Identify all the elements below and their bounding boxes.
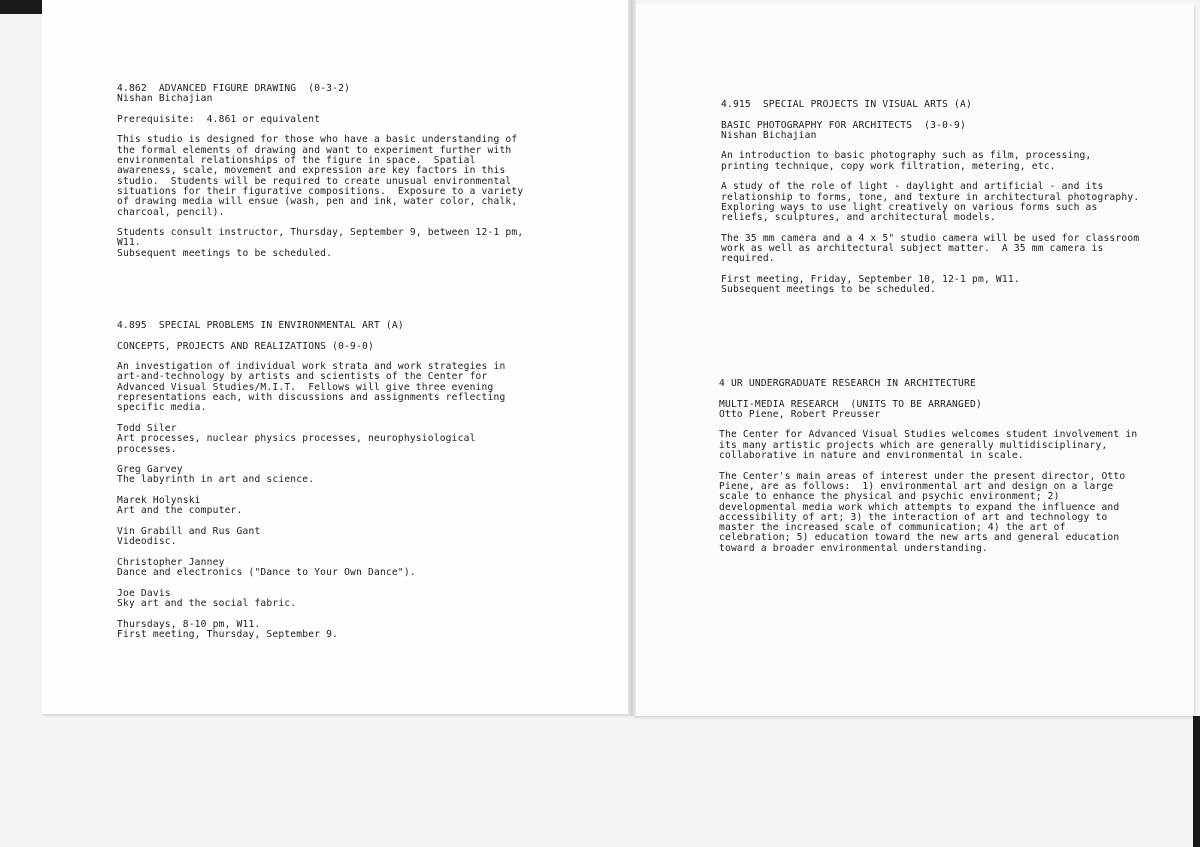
course-4862: [117, 84, 597, 269]
presenter-name: Christopher Janney: [117, 556, 225, 568]
course-heading: 4.895 SPECIAL PROBLEMS IN ENVIRONMENTAL ART (A): [117, 320, 404, 331]
scan-edge-bottom-right: [1193, 716, 1200, 847]
course-instructor: Nishan Bichajian: [117, 93, 213, 105]
course-4895: [117, 321, 597, 651]
presenter-name: Greg Garvey: [117, 464, 183, 476]
course-paragraph-1: The Center for Advanced Visual Studies welcomes student involvement in its many artistic projects which are generally multidisciplinary, collaborative in nature and environmental in scale.: [719, 429, 1138, 462]
course-subsequent: Subsequent meetings to be scheduled.: [721, 284, 937, 296]
course-heading: 4.915 SPECIAL PROJECTS IN VISUAL ARTS (A): [721, 99, 972, 110]
course-first-meeting: First meeting, Thursday, September 9.: [117, 628, 339, 640]
course-subsequent: Subsequent meetings to be scheduled.: [117, 247, 333, 259]
course-subtitle: MULTI-MEDIA RESEARCH (UNITS TO BE ARRANGED): [719, 398, 982, 410]
presenter-topic: Art and the computer.: [117, 505, 243, 517]
presenter-topic: Videodisc.: [117, 536, 177, 548]
course-study: A study of the role of light - daylight and artificial - and its relationship to forms, tone, and texture in architectural photography. Exploring ways to use light creatively on various forms such as reliefs, sculptures, and architectural models.: [721, 181, 1140, 224]
course-4915: [721, 100, 1186, 306]
presenter-topic: Sky art and the social fabric.: [117, 598, 297, 610]
course-consult: Students consult instructor, Thursday, September 9, between 12-1 pm, W11.: [117, 227, 524, 249]
course-heading: 4 UR UNDERGRADUATE RESEARCH IN ARCHITECTURE: [719, 378, 976, 389]
course-description: This studio is designed for those who have a basic understanding of the formal elements of drawing and want to experiment further with environmental relationships of the figure in space. Spatial awareness, scale, movement and expression are key factors in this studio. Students will be required to create unusual environmental situations for their figurative compositions. Exposure to a variety of drawing media will ensue (wash, pen and ink, water color, chalk, charcoal, pencil).: [117, 134, 524, 218]
course-heading: 4.862 ADVANCED FIGURE DRAWING (0-3-2): [117, 83, 351, 94]
presenter-name: Vin Grabill and Rus Gant: [117, 525, 261, 537]
course-cameras: The 35 mm camera and a 4 x 5" studio camera will be used for classroom work as well as architectural subject matter. A 35 mm camera is required.: [721, 232, 1140, 265]
presenter-topic: Art processes, nuclear physics processes, neurophysiological processes.: [117, 433, 476, 455]
course-intro: An introduction to basic photography such as film, processing, printing technique, copy work filtration, metering, etc.: [721, 150, 1092, 172]
presenter-topic: Dance and electronics ("Dance to Your Own Dance").: [117, 567, 416, 579]
scan-edge-top-left: [0, 0, 42, 14]
presenter-name: Joe Davis: [117, 587, 171, 599]
course-schedule: Thursdays, 8-10 pm, W11.: [117, 618, 261, 630]
course-4ur: [719, 379, 1184, 564]
book-spine: [628, 0, 636, 716]
course-instructors: Otto Piene, Robert Preusser: [719, 408, 881, 420]
presenter-name: Marek Holynski: [117, 495, 201, 507]
course-paragraph-2: The Center's main areas of interest under the present director, Otto Piene, are as follows: 1) environmental art and design on a large scale to enhance the physical and psychic environment; 2) developmental media work which attempts to expand the influence and accessibility of art; 3) the interaction of art and technology to master the increased scale of communication; 4) the art of celebration; 5) education toward the new arts and general education toward a broader environmental understanding.: [719, 470, 1126, 554]
course-instructor: Nishan Bichajian: [721, 129, 817, 141]
course-subtitle: BASIC PHOTOGRAPHY FOR ARCHITECTS (3-0-9): [721, 119, 967, 131]
presenter-topic: The labyrinth in art and science.: [117, 474, 315, 486]
course-first-meeting: First meeting, Friday, September 10, 12-1 pm, W11.: [721, 274, 1020, 286]
course-subtitle: CONCEPTS, PROJECTS AND REALIZATIONS (0-9-0): [117, 340, 374, 352]
course-prerequisite: Prerequisite: 4.861 or equivalent: [117, 113, 321, 125]
presenter-name: Todd Siler: [117, 422, 177, 434]
course-description: An investigation of individual work strata and work strategies in art-and-technology by artists and scientists of the Center for Advanced Visual Studies/M.I.T. Fellows will give three evening representations each, with discussions and assignments reflecting specific media.: [117, 361, 506, 414]
